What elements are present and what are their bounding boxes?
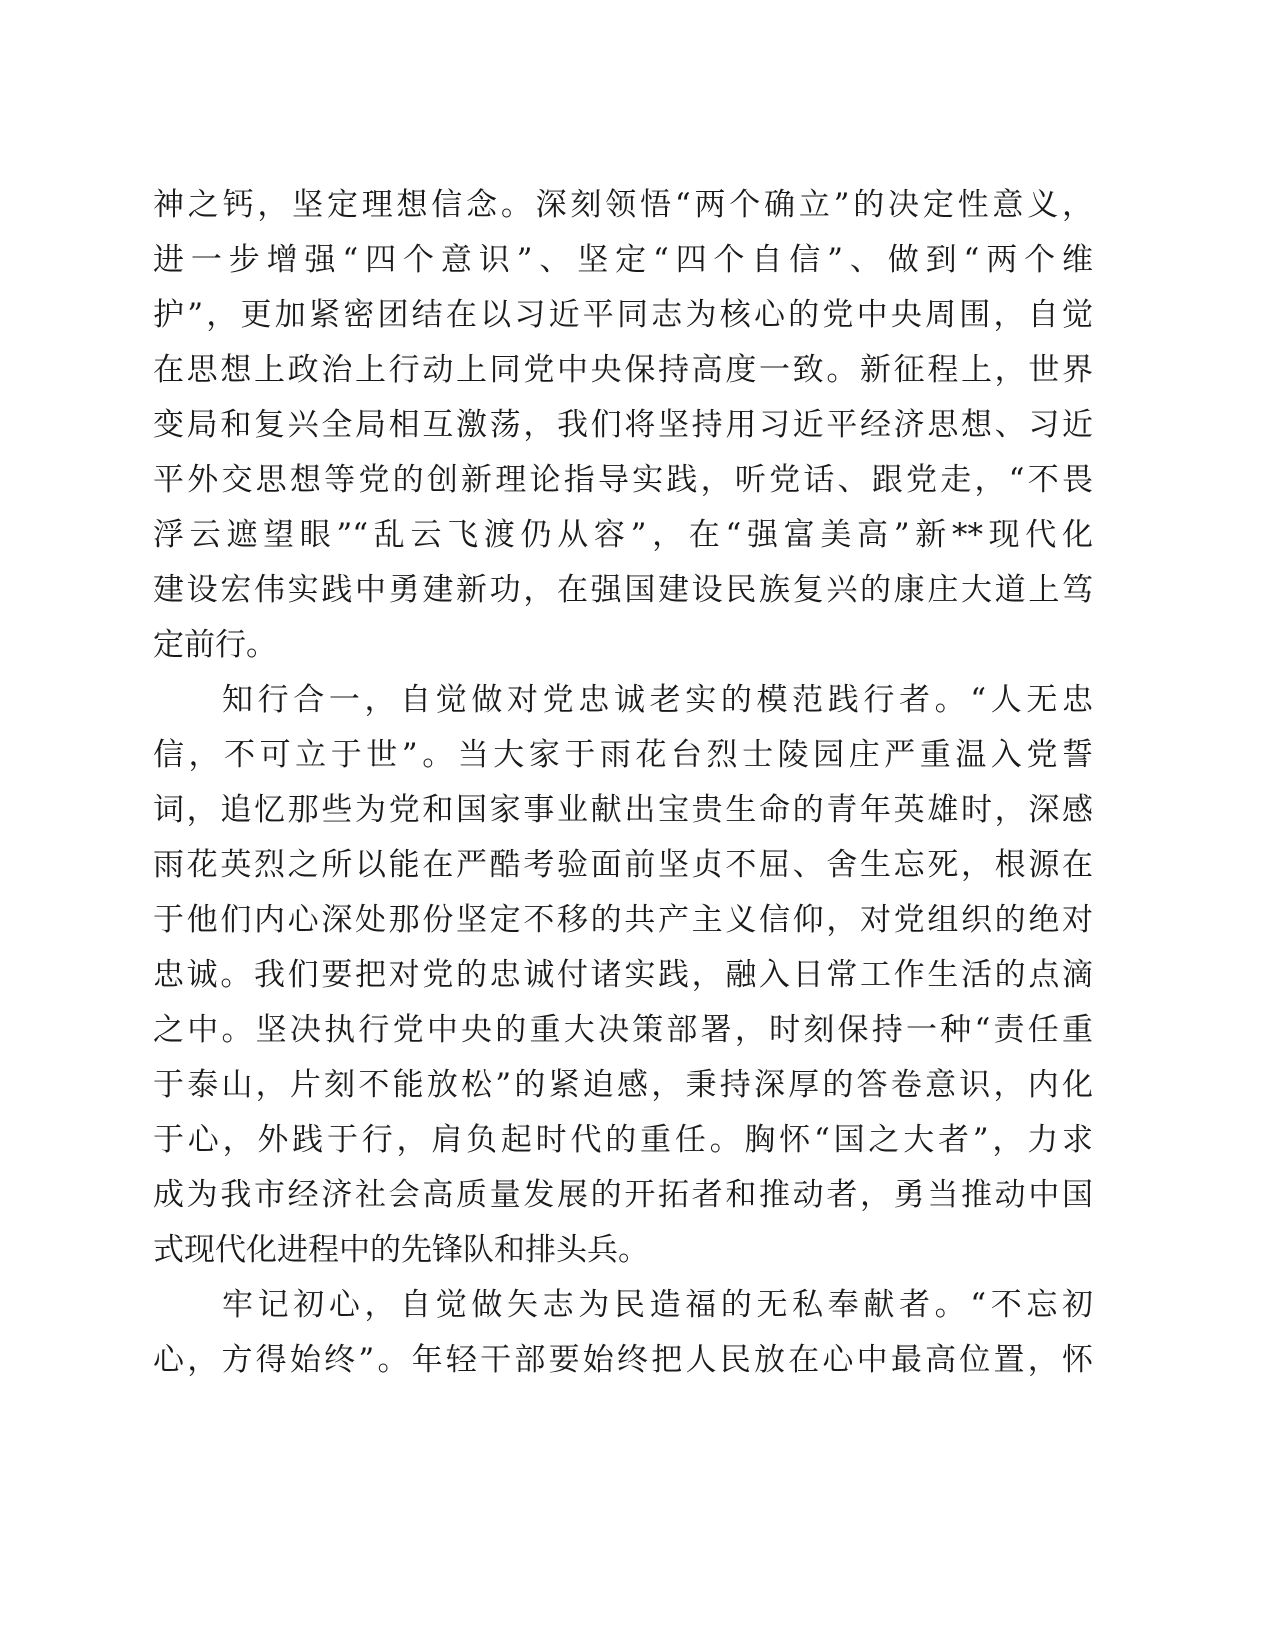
text-line: 式现代化进程中的先锋队和排头兵。 [153, 1232, 649, 1268]
text-line: 雨花英烈之所以能在严酷考验面前坚贞不屈、舍生忘死，根源在 [153, 847, 1093, 883]
text-line: 词，追忆那些为党和国家事业献出宝贵生命的青年英雄时，深感 [153, 792, 1093, 828]
paragraph-start-line: 牢记初心，自觉做矢志为民造福的无私奉献者。“不忘初 [222, 1287, 1093, 1323]
text-line: 定前行。 [153, 627, 277, 663]
text-line: 进一步增强“四个意识”、坚定“四个自信”、做到“两个维 [153, 242, 1093, 278]
text-line: 护”，更加紧密团结在以习近平同志为核心的党中央周围，自觉 [153, 297, 1093, 333]
text-line: 在思想上政治上行动上同党中央保持高度一致。新征程上，世界 [153, 352, 1093, 388]
text-line: 成为我市经济社会高质量发展的开拓者和推动者，勇当推动中国 [153, 1177, 1093, 1213]
text-line: 信，不可立于世”。当大家于雨花台烈士陵园庄严重温入党誓 [153, 737, 1093, 773]
text-line: 之中。坚决执行党中央的重大决策部署，时刻保持一种“责任重 [153, 1012, 1093, 1048]
text-line: 变局和复兴全局相互激荡，我们将坚持用习近平经济思想、习近 [153, 407, 1093, 443]
text-line: 浮云遮望眼”“乱云飞渡仍从容”，在“强富美高”新**现代化 [153, 517, 1093, 553]
text-line: 神之钙，坚定理想信念。深刻领悟“两个确立”的决定性意义， [153, 187, 1093, 223]
text-line: 建设宏伟实践中勇建新功，在强国建设民族复兴的康庄大道上笃 [153, 572, 1093, 608]
text-line: 于心，外践于行，肩负起时代的重任。胸怀“国之大者”，力求 [153, 1122, 1093, 1158]
text-line: 于泰山，片刻不能放松”的紧迫感，秉持深厚的答卷意识，内化 [153, 1067, 1093, 1103]
text-line: 于他们内心深处那份坚定不移的共产主义信仰，对党组织的绝对 [153, 902, 1093, 938]
text-line: 平外交思想等党的创新理论指导实践，听党话、跟党走，“不畏 [153, 462, 1093, 498]
paragraph-start-line: 知行合一，自觉做对党忠诚老实的模范践行者。“人无忠 [222, 682, 1093, 718]
text-line: 心，方得始终”。年轻干部要始终把人民放在心中最高位置，怀 [153, 1342, 1093, 1378]
text-line: 忠诚。我们要把对党的忠诚付诸实践，融入日常工作生活的点滴 [153, 957, 1093, 993]
